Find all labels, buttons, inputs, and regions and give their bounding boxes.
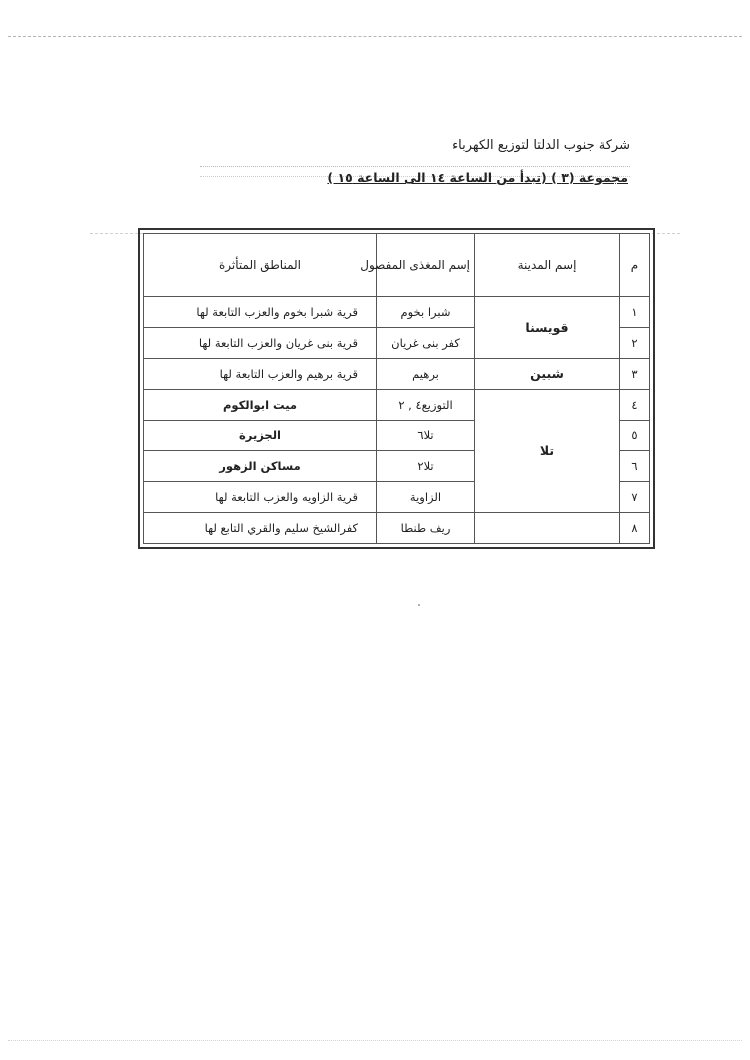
row-number: ٦ xyxy=(620,451,650,482)
row-number: ٣ xyxy=(620,358,650,389)
group-title: مجموعة (٣ ) (تبدأ من الساعة ١٤ الى الساعة ١٥ ) xyxy=(327,170,628,185)
feeder-cell: برهيم xyxy=(377,358,475,389)
area-cell: كفرالشيخ سليم والقري التابع لها xyxy=(144,513,377,544)
outage-table-frame xyxy=(138,228,655,549)
table-row xyxy=(144,297,650,328)
city-cell: قويسنا xyxy=(475,297,620,359)
column-header-city: إسم المدينة xyxy=(475,234,620,297)
area-cell: قرية الزاويه والعزب التابعة لها xyxy=(144,482,377,513)
feeder-cell: تلا٦ xyxy=(377,420,475,451)
area-cell: قرية برهيم والعزب التابعة لها xyxy=(144,358,377,389)
area-cell: مساكن الزهور xyxy=(144,451,377,482)
table-header-row xyxy=(144,234,650,297)
city-cell-empty xyxy=(475,513,620,544)
feeder-cell: تلا٢ xyxy=(377,451,475,482)
city-cell: شبين xyxy=(475,358,620,389)
scan-artifact-title-1 xyxy=(200,166,630,167)
row-number: ٥ xyxy=(620,420,650,451)
feeder-cell: التوزيع٤ , ٢ xyxy=(377,389,475,420)
scan-speck xyxy=(418,604,420,606)
table-row xyxy=(144,513,650,544)
scan-artifact-top xyxy=(8,36,742,37)
area-cell: ميت ابوالكوم xyxy=(144,389,377,420)
area-cell: الجزيرة xyxy=(144,420,377,451)
area-cell: قرية بنى غريان والعزب التابعة لها xyxy=(144,327,377,358)
row-number: ١ xyxy=(620,297,650,328)
row-number: ٢ xyxy=(620,327,650,358)
company-name: شركة جنوب الدلتا لتوزيع الكهرباء xyxy=(452,138,630,153)
area-cell: قرية شبرا بخوم والعزب التابعة لها xyxy=(144,297,377,328)
row-number: ٧ xyxy=(620,482,650,513)
outage-table xyxy=(143,233,650,544)
feeder-cell: الزاوية xyxy=(377,482,475,513)
feeder-cell: كفر بنى غريان xyxy=(377,327,475,358)
column-header-feeder: إسم المغذى المفصول xyxy=(377,234,475,297)
feeder-cell: شبرا بخوم xyxy=(377,297,475,328)
row-number: ٤ xyxy=(620,389,650,420)
row-number: ٨ xyxy=(620,513,650,544)
feeder-cell: ريف طنطا xyxy=(377,513,475,544)
column-header-num: م xyxy=(620,234,650,297)
table-row xyxy=(144,389,650,420)
table-row xyxy=(144,358,650,389)
scan-artifact-bottom xyxy=(8,1040,742,1041)
city-cell: تلا xyxy=(475,389,620,513)
column-header-areas: المناطق المتأثرة xyxy=(144,234,377,297)
